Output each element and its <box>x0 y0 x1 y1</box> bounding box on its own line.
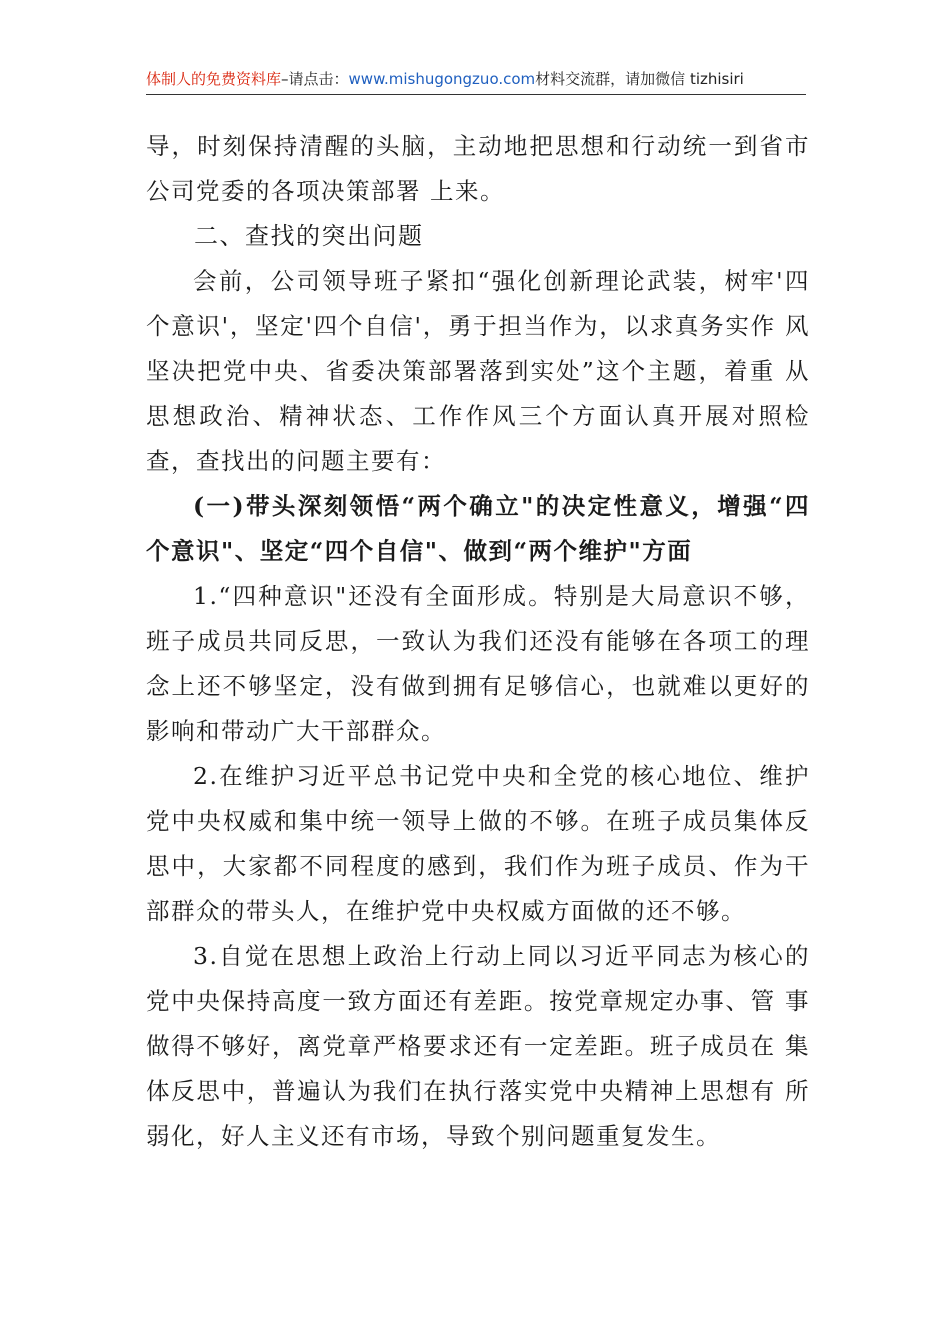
subsection-heading: (一)带头深刻领悟“两个确立"的决定性意义，增强“四个意识"、坚定“四个自信"、做到“两个维护"方面 <box>146 492 810 565</box>
section-heading: 二、查找的突出问题 <box>194 222 424 250</box>
header-brand: 体制人的免费资料库 <box>146 70 282 88</box>
header-link[interactable]: www.mishugongzuo.com <box>348 70 536 88</box>
list-item-1: 1.“四种意识"还没有全面形成。特别是大局意识不够， 班子成员共同反思，一致认为我们还没有能够在各项工的理 念上还不够坚定，没有做到拥有足够信心，也就难以更好的 影响和带动广大干部群众。 <box>146 582 810 745</box>
header-contact: 材料交流群，请加微信 tizhisiri <box>535 70 744 88</box>
document-body <box>146 124 810 1159</box>
paragraph-continued: 导，时刻保持清醒的头脑，主动地把思想和行动统一到省市公司党委的各项决策部署 上来。 <box>146 132 810 205</box>
page-header <box>146 66 806 95</box>
list-item-2: 2.在维护习近平总书记党中央和全党的核心地位、维护党中央权威和集中统一领导上做的不够。在班子成员集体反 思中，大家都不同程度的感到，我们作为班子成员、作为干 部群众的带头人，在维护党中央权威方面做的还不够。 <box>146 762 810 925</box>
list-item-3: 3.自觉在思想上政治上行动上同以习近平同志为核心的党中央保持高度一致方面还有差距。按党章规定办事、管 事做得不够好，离党章严格要求还有一定差距。班子成员在 集体反思中，普遍认为我们在执行落实党中央精神上思想有 所弱化，好人主义还有市场，导致个别问题重复发生。 <box>146 942 810 1150</box>
paragraph-intro: 会前，公司领导班子紧扣“强化创新理论武装，树牢'四 个意识'，坚定'四个自信'，勇于担当作为，以求真务实作 风坚决把党中央、省委决策部署落到实处”这个主题，着重 从思想政治、精神状态、工作作风三个方面认真开展对照检 查，查找出的问题主要有： <box>146 267 810 475</box>
header-prompt: –请点击： <box>281 70 349 88</box>
